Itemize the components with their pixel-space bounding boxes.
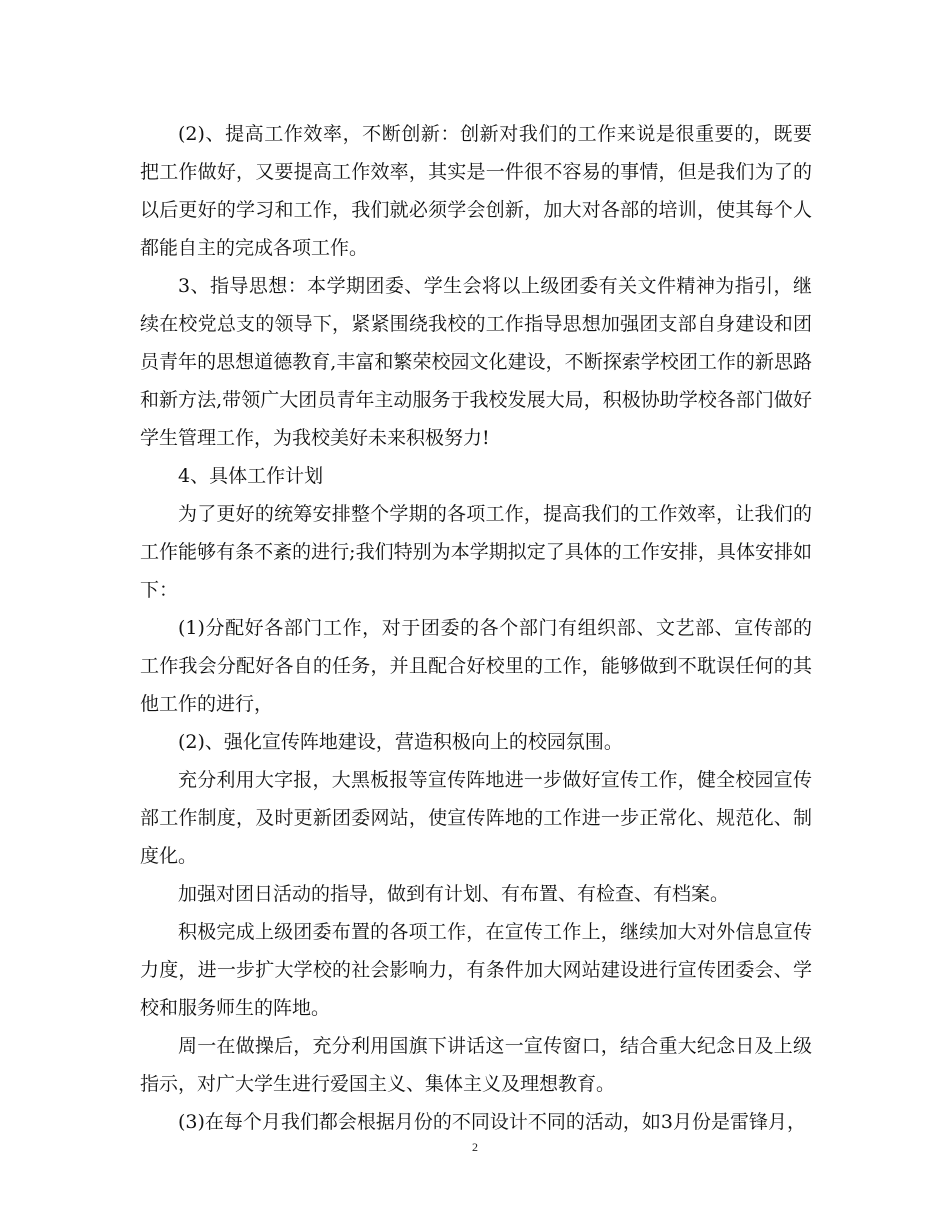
document-body: [140, 115, 812, 1141]
paragraph-plan-intro: 为了更好的统筹安排整个学期的各项工作，提高我们的工作效率，让我们的工作能够有条不紊的进行;我们特别为本学期拟定了具体的工作安排，具体安排如下：: [140, 503, 812, 601]
paragraph-guiding-thought: 3、指导思想：本学期团委、学生会将以上级团委有关文件精神为指引，继续在校党总支的领导下，紧紧围绕我校的工作指导思想加强团支部自身建设和团员青年的思想道德教育,丰富和繁荣校园文化建设，不断探索学校团工作的新思路和新方法,带领广大团员青年主动服务于我校发展大局，积极协助学校各部门做好学生管理工作，为我校美好未来积极努力!: [140, 275, 812, 449]
paragraph-league-day: 加强对团日活动的指导，做到有计划、有布置、有检查、有档案。: [178, 883, 730, 905]
paragraph-publicity-heading: (2)、强化宣传阵地建设，营造积极向上的校园氛围。: [178, 731, 623, 753]
paragraph-publicity-work: 充分利用大字报，大黑板报等宣传阵地进一步做好宣传工作，健全校园宣传部工作制度，及时更新团委网站，使宣传阵地的工作进一步正常化、规范化、制度化。: [140, 769, 812, 867]
paragraph-innovation: (2)、提高工作效率，不断创新：创新对我们的工作来说是很重要的，既要把工作做好，又要提高工作效率，其实是一件很不容易的事情，但是我们为了的以后更好的学习和工作，我们就必须学会创新，加大对各部的培训，使其每个人都能自主的完成各项工作。: [140, 123, 812, 259]
heading-work-plan: 4、具体工作计划: [178, 465, 324, 487]
paragraph-monthly-activities: (3)在每个月我们都会根据月份的不同设计不同的活动，如3月份是雷锋月，: [178, 1111, 807, 1133]
paragraph-monday-speech: 周一在做操后，充分利用国旗下讲话这一宣传窗口，结合重大纪念日及上级指示，对广大学生进行爱国主义、集体主义及理想教育。: [140, 1035, 812, 1095]
paragraph-assign-departments: (1)分配好各部门工作，对于团委的各个部门有组织部、文艺部、宣传部的工作我会分配好各自的任务，并且配合好校里的工作，能够做到不耽误任何的其他工作的进行，: [140, 617, 812, 715]
paragraph-external-publicity: 积极完成上级团委布置的各项工作，在宣传工作上，继续加大对外信息宣传力度，进一步扩大学校的社会影响力，有条件加大网站建设进行宣传团委会、学校和服务师生的阵地。: [140, 921, 812, 1019]
page-number: 2: [472, 1140, 478, 1154]
